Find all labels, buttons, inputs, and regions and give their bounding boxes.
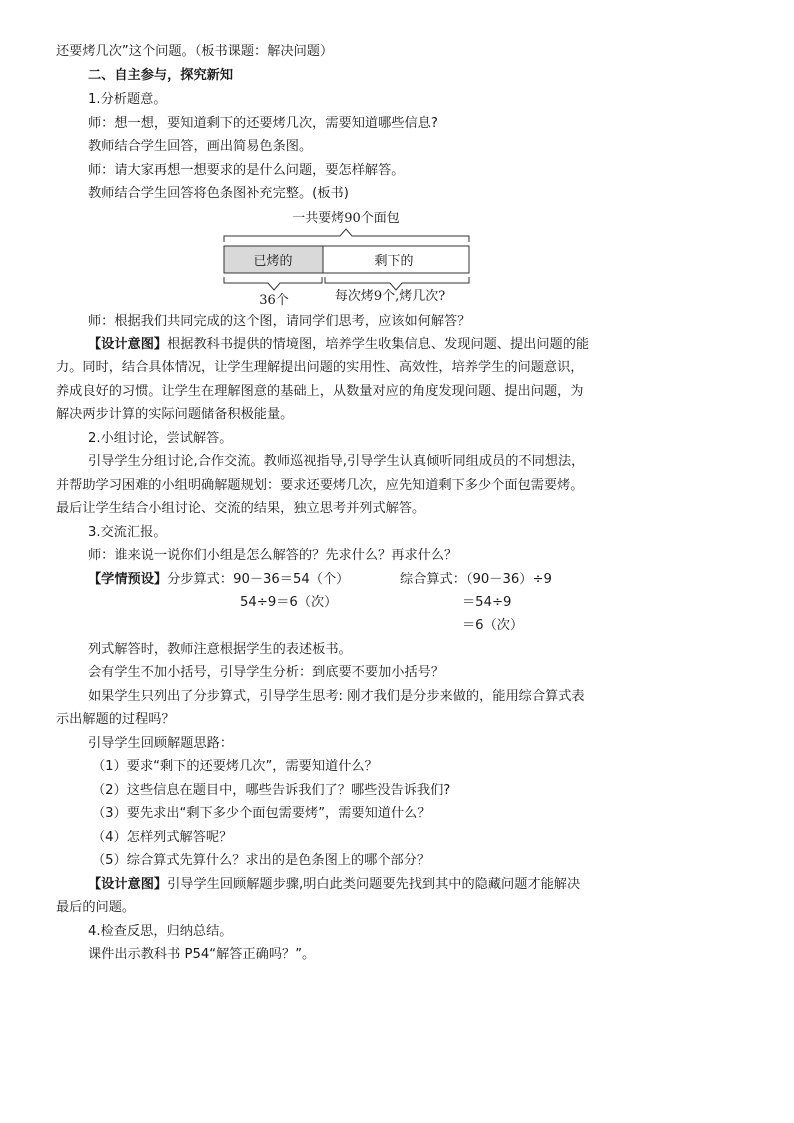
text-line: 引导学生分组讨论,合作交流。教师巡视指导,引导学生认真倾听同组成员的不同想法， xyxy=(88,454,585,469)
bar-diagram xyxy=(0,0,794,320)
text-line: 最后的问题。 xyxy=(56,900,136,915)
top-brace xyxy=(224,229,469,242)
design-intent-para xyxy=(88,876,612,894)
text-line: 师：根据我们共同完成的这个图，请同学们思考，应该如何解答？ xyxy=(88,314,471,329)
total-label: 一共要烤90个面包 xyxy=(292,211,400,226)
text-line: 力。同时，结合具体情况，让学生理解提出问题的实用性、高效性，培养学生的问题意识， xyxy=(56,360,584,375)
step-heading: 4.检查反思，归纳总结。 xyxy=(88,924,233,939)
text-line: 解决两步计算的实际问题储备积极能量。 xyxy=(56,407,294,422)
text-line: 并帮助学习困难的小组明确解题规划：要求还要烤几次，应先知道剩下多少个面包需要烤。 xyxy=(56,478,584,493)
text-line: 示出解题的过程吗？ xyxy=(56,712,175,727)
step-formula-1: 90－36＝54（个） xyxy=(233,572,350,587)
remaining-question: 每次烤9个,烤几次? xyxy=(334,289,446,304)
step-heading: 3.交流汇报。 xyxy=(88,525,167,540)
review-question-1: （1）要求“剩下的还要烤几次”，需要知道什么？ xyxy=(92,759,378,774)
combined-label: 综合算式： xyxy=(400,572,466,587)
combined-line-1 xyxy=(400,571,600,589)
remaining-label: 剩下的 xyxy=(374,254,414,269)
step-heading: 1.分析题意。 xyxy=(88,92,167,107)
text-line: 还要烤几次”这个问题。（板书课题：解决问题） xyxy=(56,44,334,59)
baked-brace xyxy=(224,277,322,290)
text-line: 教师结合学生回答，画出简易色条图。 xyxy=(88,139,313,154)
step-heading: 2.小组讨论，尝试解答。 xyxy=(88,431,233,446)
text-line: 教师结合学生回答将色条图补充完整。(板书) xyxy=(88,186,349,201)
review-question-4: （4）怎样列式解答呢？ xyxy=(92,830,233,845)
text-line: 最后让学生结合小组讨论、交流的结果，独立思考并列式解答。 xyxy=(56,501,426,516)
text-span: 引导学生回顾解题步骤,明白此类问题要先找到其中的隐藏问题才能解决 xyxy=(167,877,581,892)
text-line: 会有学生不加小括号，引导学生分析：到底要不要加小括号？ xyxy=(88,665,445,680)
preset-tag: 【学情预设】 xyxy=(88,572,168,587)
step-label: 分步算式： xyxy=(167,572,234,587)
text-line: 师：谁来说一说你们小组是怎么解答的？先求什么？再求什么？ xyxy=(88,548,458,563)
text-line: 养成良好的习惯。让学生在理解图意的基础上，从数量对应的角度发现问题、提出问题，为 xyxy=(56,384,584,399)
design-intent-tag: 【设计意图】 xyxy=(88,337,168,352)
text-line: 列式解答时，教师注意根据学生的表述板书。 xyxy=(88,642,352,657)
text-line: 师：请大家再想一想要求的是什么问题，要怎样解答。 xyxy=(88,163,405,178)
section-heading: 二、自主参与，探究新知 xyxy=(88,68,234,83)
text-line: 引导学生回顾解题思路： xyxy=(88,736,234,751)
design-intent-para xyxy=(88,336,612,354)
baked-label: 已烤的 xyxy=(253,254,293,269)
text-line: 如果学生只列出了分步算式，引导学生思考: 刚才我们是分步来做的，能用综合算式表 xyxy=(88,689,585,704)
design-intent-tag: 【设计意图】 xyxy=(88,877,168,892)
review-question-2: （2）这些信息在题目中，哪些告诉我们了？哪些没告诉我们? xyxy=(92,783,451,798)
baked-count: 36个 xyxy=(259,293,289,308)
text-line: 课件出示教科书 P54“解答正确吗？”。 xyxy=(88,947,316,962)
review-question-5: （5）综合算式先算什么？求出的是色条图上的哪个部分？ xyxy=(92,853,431,868)
review-question-3: （3）要先求出“剩下多少个面包需要烤”，需要知道什么？ xyxy=(92,806,431,821)
combined-formula-1: （90－36）÷9 xyxy=(465,572,552,587)
step-formula-2: 54÷9＝6（次） xyxy=(240,595,338,610)
combined-formula-2: ＝54÷9 xyxy=(462,595,512,610)
text-line: 师：想一想，要知道剩下的还要烤几次，需要知道哪些信息? xyxy=(88,116,438,131)
combined-formula-3: ＝6（次） xyxy=(462,618,524,633)
text-span: 根据教科书提供的情境图，培养学生收集信息、发现问题、提出问题的能 xyxy=(167,337,590,352)
